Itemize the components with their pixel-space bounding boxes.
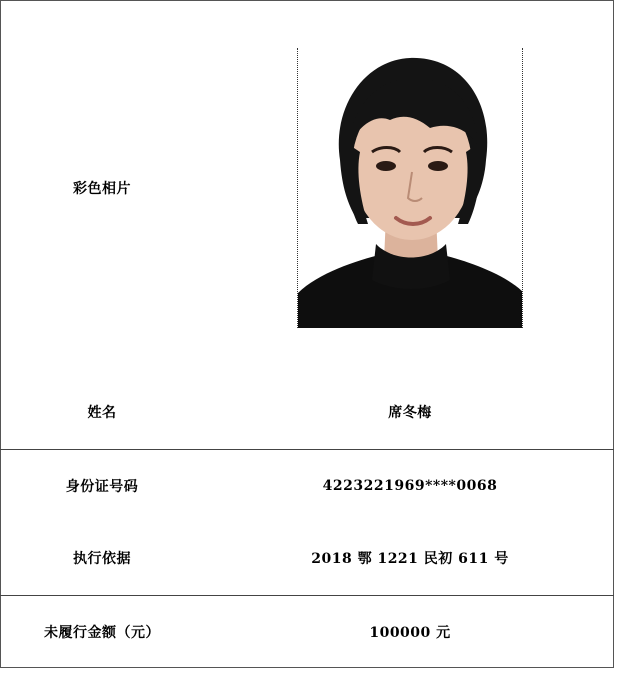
table-divider <box>0 449 614 450</box>
id-number-value: 4223221969****0068 <box>322 478 498 494</box>
photo-label: 彩色相片 <box>73 181 131 197</box>
table-divider <box>0 595 614 596</box>
unpaid-amount-value: 100000 元 <box>369 625 451 641</box>
name-label: 姓名 <box>87 405 117 421</box>
name-value: 席冬梅 <box>388 405 432 421</box>
portrait-photo-icon <box>297 48 523 328</box>
execution-basis-value: 2018 鄂 1221 民初 611 号 <box>311 551 509 567</box>
unpaid-amount-label: 未履行金额（元） <box>44 625 160 641</box>
id-number-label: 身份证号码 <box>65 479 139 495</box>
execution-basis-label: 执行依据 <box>73 551 131 567</box>
